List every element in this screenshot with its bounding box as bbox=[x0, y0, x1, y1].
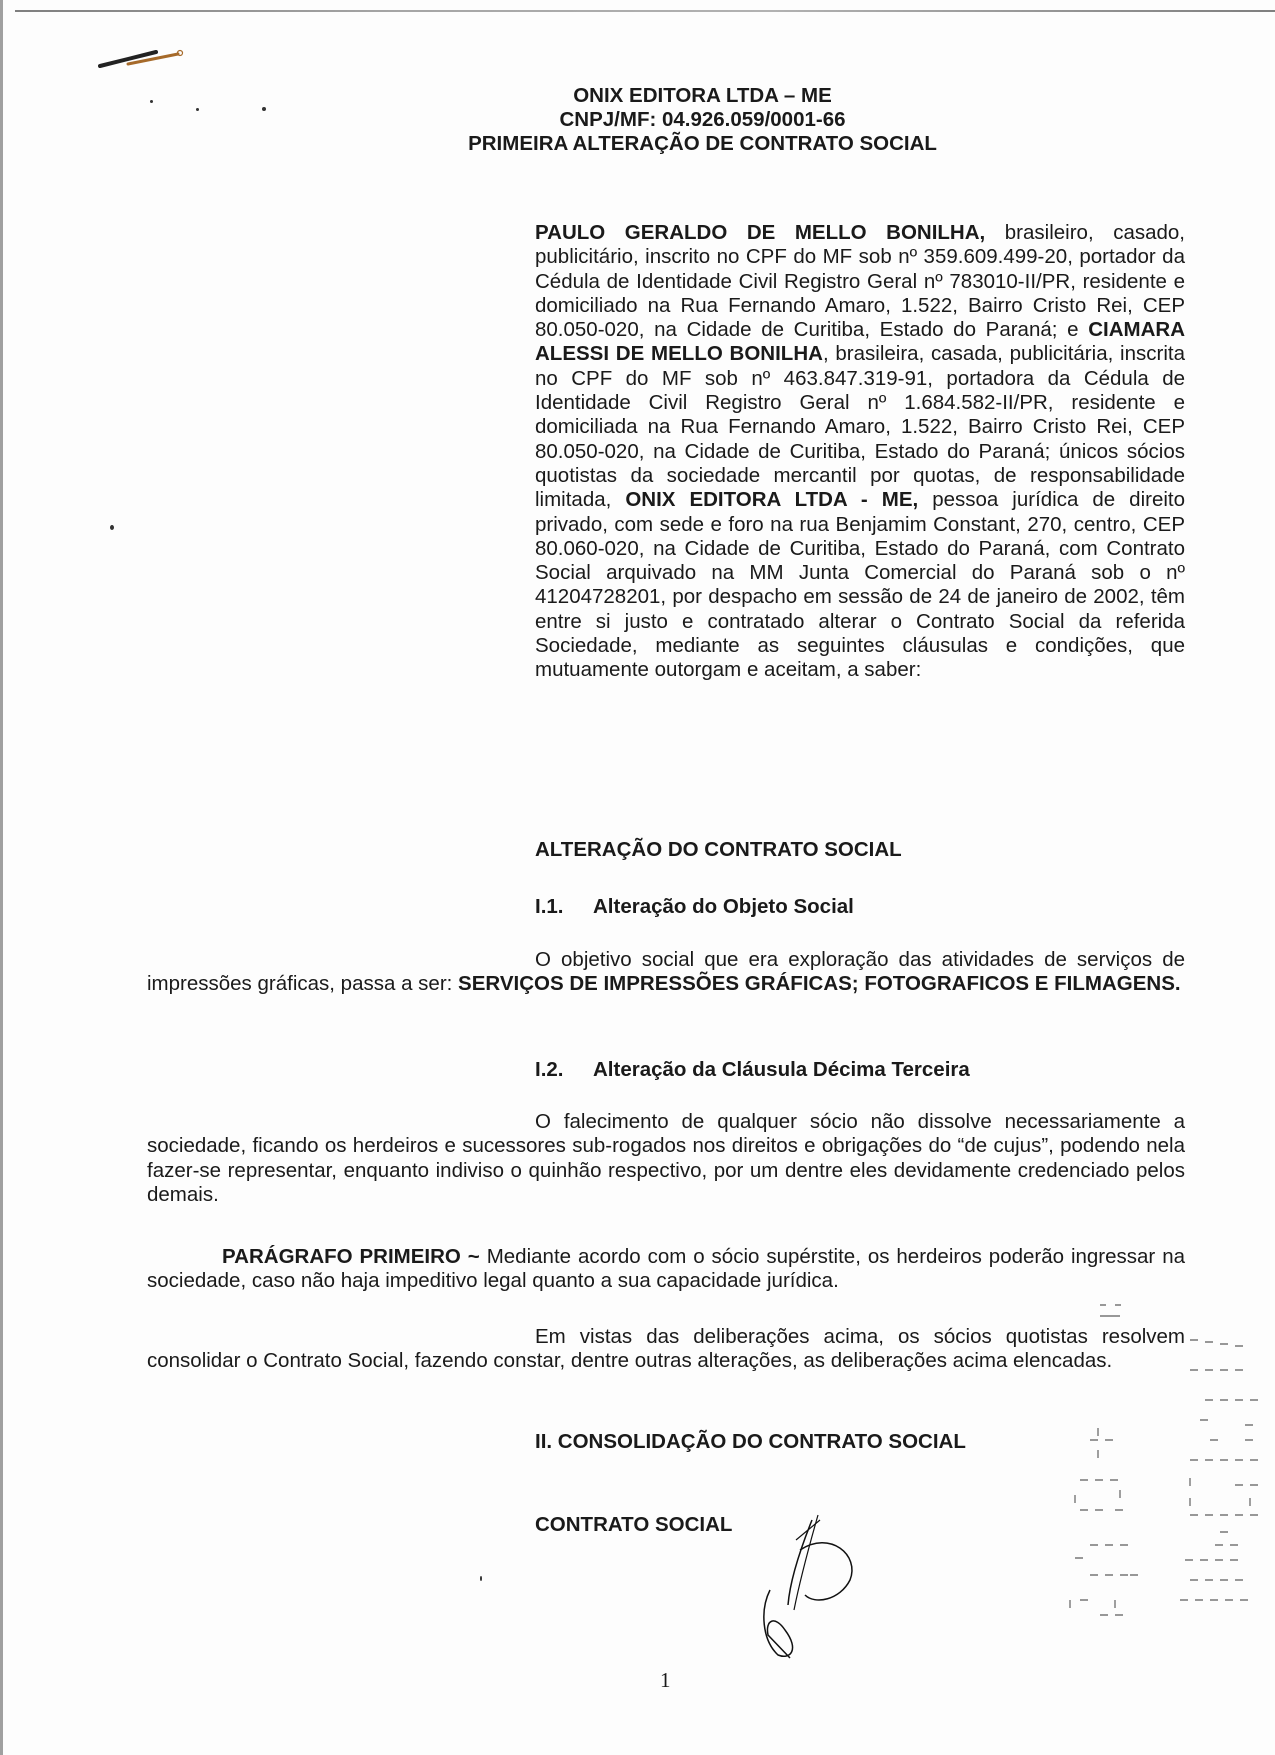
item-1-paragraph bbox=[147, 948, 1185, 997]
scan-edge-top bbox=[15, 10, 1275, 12]
item-1-number: I.1. bbox=[535, 895, 564, 918]
section-consolidation-heading: II. CONSOLIDAÇÃO DO CONTRATO SOCIAL bbox=[535, 1430, 966, 1453]
item-2-heading bbox=[535, 1058, 970, 1082]
partner1-name: PAULO GERALDO DE MELLO BONILHA, bbox=[535, 221, 986, 244]
item-1-text-bold: SERVIÇOS DE IMPRESSÕES GRÁFICAS; FOTOGRAFICOS E FILMAGENS. bbox=[458, 972, 1181, 996]
item-1-heading bbox=[535, 895, 854, 919]
paragraph-first-label: PARÁGRAFO PRIMEIRO ~ bbox=[222, 1245, 480, 1268]
perforated-stamp-icon bbox=[1060, 1300, 1270, 1630]
scan-edge-left bbox=[0, 0, 3, 1755]
preamble-paragraph bbox=[535, 221, 1185, 683]
company-cnpj: CNPJ/MF: 04.926.059/0001-66 bbox=[559, 108, 846, 131]
company-name-inline: ONIX EDITORA LTDA - ME, bbox=[625, 488, 919, 512]
scan-speck bbox=[480, 1576, 482, 1581]
page-number: 1 bbox=[660, 1668, 671, 1692]
paragraph-first bbox=[147, 1245, 1185, 1294]
company-details: pessoa jurídica de direito privado, com sede e foro na rua Benjamim Constant, 270, centro, CEP 80.060-020, na Cidade de Curitiba, Estado do Paraná, com Contrato Social arquivado na MM Junta Comercial do Paraná sob o nº 41204728201, por despacho em sessão de 24 de janeiro de 2002, têm entre si justo e contratado alterar o Contrato Social da referida Sociedade, mediante as seguintes cláusulas e condições, que mutuamente outorgam e aceitam, a saber: bbox=[535, 488, 1186, 682]
closing-text: Em vistas das deliberações acima, os sócios quotistas resolvem consolidar o Contrato Social, fazendo constar, dentre outras alterações, as deliberações acima elencadas. bbox=[147, 1325, 1185, 1373]
item-2-paragraph bbox=[147, 1110, 1185, 1207]
item-2-title: Alteração da Cláusula Décima Terceira bbox=[593, 1058, 970, 1081]
document-header bbox=[0, 84, 1275, 156]
paragraph-first-text: Mediante acordo com o sócio supérstite, os herdeiros poderão ingressar na sociedade, caso não haja impeditivo legal quanto a sua capacidade jurídica. bbox=[147, 1245, 1185, 1293]
item-2-number: I.2. bbox=[535, 1058, 564, 1081]
company-name: ONIX EDITORA LTDA – ME bbox=[573, 84, 832, 107]
item-1-title: Alteração do Objeto Social bbox=[593, 895, 854, 918]
partner2-details: , brasileira, casada, publicitária, inscrita no CPF do MF sob nº 463.847.319-91, portadora da Cédula de Identidade Civil Registro Geral nº 1.684.582-II/PR, residente e domiciliada na Rua Fernando Amaro, 1.522, Bairro Cristo Rei, CEP 80.050-020, na Cidade de Curitiba, Estado do Paraná; únicos sócios quotistas da sociedade mercantil por quotas, de responsabilidade limitada, bbox=[535, 342, 1185, 512]
document-title: PRIMEIRA ALTERAÇÃO DE CONTRATO SOCIAL bbox=[468, 132, 937, 155]
partner1-details: brasileiro, casado, publicitário, inscrito no CPF do MF sob nº 359.609.499-20, portador da Cédula de Identidade Civil Registro Geral nº 783010-II/PR, residente e domiciliado na Rua Fernando Amaro, 1.522, Bairro Cristo Rei, CEP 80.050-020, na Cidade de Curitiba, Estado do Paraná; e bbox=[535, 221, 1186, 342]
item-2-text: O falecimento de qualquer sócio não dissolve necessariamente a sociedade, ficando os herdeiros e sucessores sub-rogados nos direitos e obrigações do “de cujus”, podendo nela fazer-se representar, enquanto indiviso o quinhão respectivo, por um dentre eles devidamente credenciado pelos demais. bbox=[147, 1110, 1185, 1206]
contrato-social-subheading: CONTRATO SOCIAL bbox=[535, 1513, 733, 1536]
closing-paragraph bbox=[147, 1325, 1185, 1374]
section-alteration-heading: ALTERAÇÃO DO CONTRATO SOCIAL bbox=[535, 838, 902, 861]
item-1-text: O objetivo social que era exploração das atividades de serviços de impressões gráficas, passa a ser: bbox=[147, 948, 1185, 996]
partner2-name: CIAMARA ALESSI DE MELLO BONILHA bbox=[535, 318, 1185, 366]
signature-icon bbox=[760, 1510, 900, 1660]
scan-speck bbox=[110, 525, 114, 530]
staple-mark-icon bbox=[98, 48, 188, 70]
